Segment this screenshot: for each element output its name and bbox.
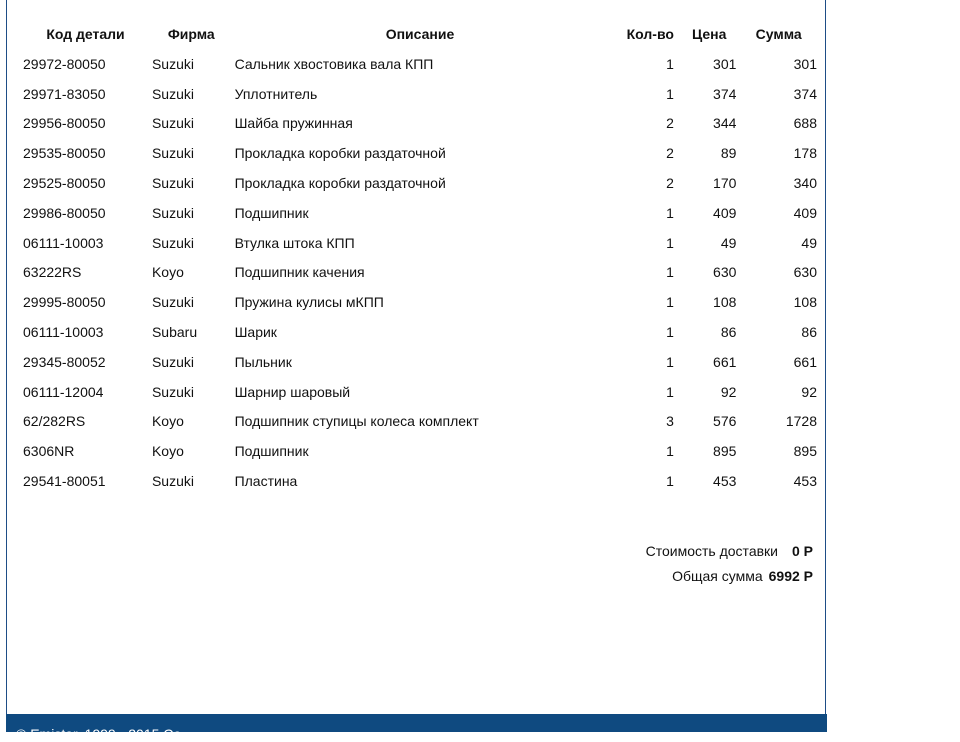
cell-firm: Suzuki [151, 294, 194, 311]
cell-firm: Koyo [151, 443, 184, 460]
cell-sum: 374 [793, 85, 817, 102]
cell-sum: 661 [793, 353, 817, 370]
cell-description: Прокладка коробки раздаточной [234, 145, 446, 162]
table-row [21, 168, 817, 198]
cell-description: Подшипник ступицы колеса комплект [234, 413, 479, 430]
cell-description: Подшипник [234, 204, 309, 221]
cell-description: Шарик [234, 324, 277, 341]
table-row [21, 138, 817, 168]
cell-price: 49 [720, 234, 737, 251]
cell-sum: 301 [793, 55, 817, 72]
cell-sum: 92 [801, 383, 817, 400]
cell-sum: 1728 [785, 413, 817, 430]
cell-qty: 1 [666, 324, 674, 341]
table-row [21, 258, 817, 288]
cell-qty: 1 [666, 264, 674, 281]
cell-firm: Suzuki [151, 55, 194, 72]
cell-firm: Suzuki [151, 353, 194, 370]
cell-firm: Suzuki [151, 115, 194, 132]
cell-code: 29956-80050 [23, 115, 106, 132]
header-qty: Кол-во [626, 26, 674, 42]
cell-code: 29971-83050 [23, 85, 106, 102]
cell-code: 06111-10003 [23, 234, 104, 251]
cell-qty: 1 [666, 353, 674, 370]
order-totals [646, 540, 813, 590]
cell-code: 62/282RS [23, 413, 86, 430]
cell-firm: Suzuki [151, 234, 194, 251]
total-sum-value: 6992 Р [768, 568, 813, 584]
delivery-cost-value: 0 Р [791, 543, 813, 559]
cell-description: Шарнир шаровый [234, 383, 351, 400]
cell-firm: Suzuki [151, 85, 194, 102]
cell-price: 86 [720, 324, 737, 341]
cell-sum: 108 [793, 294, 817, 311]
cell-sum: 340 [793, 175, 817, 192]
cell-description: Прокладка коробки раздаточной [234, 175, 446, 192]
page-footer [6, 714, 827, 742]
total-sum-label: Общая сумма [672, 568, 763, 584]
cell-qty: 1 [666, 85, 674, 102]
cell-sum: 895 [793, 443, 817, 460]
order-table [21, 19, 817, 496]
cell-code: 6306NR [23, 443, 75, 460]
total-sum-row [646, 565, 813, 590]
table-row [21, 317, 817, 347]
cell-qty: 1 [666, 55, 674, 72]
cell-price: 661 [713, 353, 737, 370]
delivery-cost-label: Стоимость доставки [645, 543, 778, 559]
cell-price: 92 [720, 383, 737, 400]
cell-firm: Suzuki [151, 473, 194, 490]
table-header-row [21, 19, 817, 49]
cell-description: Втулка штока КПП [234, 234, 355, 251]
cell-qty: 1 [666, 473, 674, 490]
cell-price: 89 [720, 145, 737, 162]
cell-price: 301 [713, 55, 737, 72]
table-row [21, 287, 817, 317]
cell-sum: 86 [801, 324, 817, 341]
cell-code: 06111-12004 [23, 383, 104, 400]
cell-qty: 1 [666, 204, 674, 221]
cell-price: 374 [713, 85, 737, 102]
cell-price: 344 [713, 115, 737, 132]
cell-firm: Suzuki [151, 383, 194, 400]
cell-qty: 1 [666, 234, 674, 251]
cell-qty: 1 [666, 294, 674, 311]
cell-qty: 1 [666, 383, 674, 400]
cell-description: Подшипник [234, 443, 309, 460]
cell-qty: 3 [666, 413, 674, 430]
table-row [21, 228, 817, 258]
cell-description: Шайба пружинная [234, 115, 353, 132]
table-row [21, 407, 817, 437]
cell-qty: 2 [666, 115, 674, 132]
cell-firm: Suzuki [151, 204, 194, 221]
cell-description: Пластина [234, 473, 298, 490]
cell-price: 630 [713, 264, 737, 281]
table-row [21, 49, 817, 79]
page-frame [6, 0, 826, 732]
cell-sum: 178 [793, 145, 817, 162]
header-sum: Сумма [755, 26, 802, 42]
cell-firm: Suzuki [151, 175, 194, 192]
table-row [21, 79, 817, 109]
cell-qty: 1 [666, 443, 674, 460]
cell-sum: 453 [793, 473, 817, 490]
cell-code: 29995-80050 [23, 294, 106, 311]
header-description: Описание [385, 26, 455, 42]
header-code: Код детали [46, 26, 125, 42]
cell-description: Сальник хвостовика вала КПП [234, 55, 434, 72]
cell-qty: 2 [666, 175, 674, 192]
cell-price: 409 [713, 204, 737, 221]
cell-description: Уплотнитель [234, 85, 318, 102]
cell-code: 29525-80050 [23, 175, 106, 192]
cell-price: 453 [713, 473, 737, 490]
cell-firm: Koyo [151, 413, 184, 430]
cell-sum: 630 [793, 264, 817, 281]
cell-firm: Subaru [151, 324, 198, 341]
cell-price: 170 [713, 175, 737, 192]
cell-sum: 688 [793, 115, 817, 132]
table-row [21, 377, 817, 407]
cell-code: 29541-80051 [23, 473, 106, 490]
table-row [21, 347, 817, 377]
cell-code: 29986-80050 [23, 204, 106, 221]
cell-description: Пружина кулисы мКПП [234, 294, 384, 311]
cell-sum: 409 [793, 204, 817, 221]
cell-price: 576 [713, 413, 737, 430]
cell-code: 06111-10003 [23, 324, 104, 341]
cell-code: 29535-80050 [23, 145, 106, 162]
table-row [21, 436, 817, 466]
table-row [21, 466, 817, 496]
footer-copyright: © Emistar, 1999 - 2015 Co [16, 726, 182, 742]
cell-price: 895 [713, 443, 737, 460]
cell-price: 108 [713, 294, 737, 311]
table-row [21, 198, 817, 228]
cell-description: Пыльник [234, 353, 292, 370]
cell-qty: 2 [666, 145, 674, 162]
cell-firm: Suzuki [151, 145, 194, 162]
cell-code: 29345-80052 [23, 353, 106, 370]
cell-firm: Koyo [151, 264, 184, 281]
table-row [21, 109, 817, 139]
delivery-cost-row [646, 540, 813, 565]
header-firm: Фирма [167, 26, 215, 42]
cell-description: Подшипник качения [234, 264, 365, 281]
cell-code: 63222RS [23, 264, 82, 281]
cell-sum: 49 [801, 234, 817, 251]
cell-code: 29972-80050 [23, 55, 106, 72]
header-price: Цена [691, 26, 727, 42]
